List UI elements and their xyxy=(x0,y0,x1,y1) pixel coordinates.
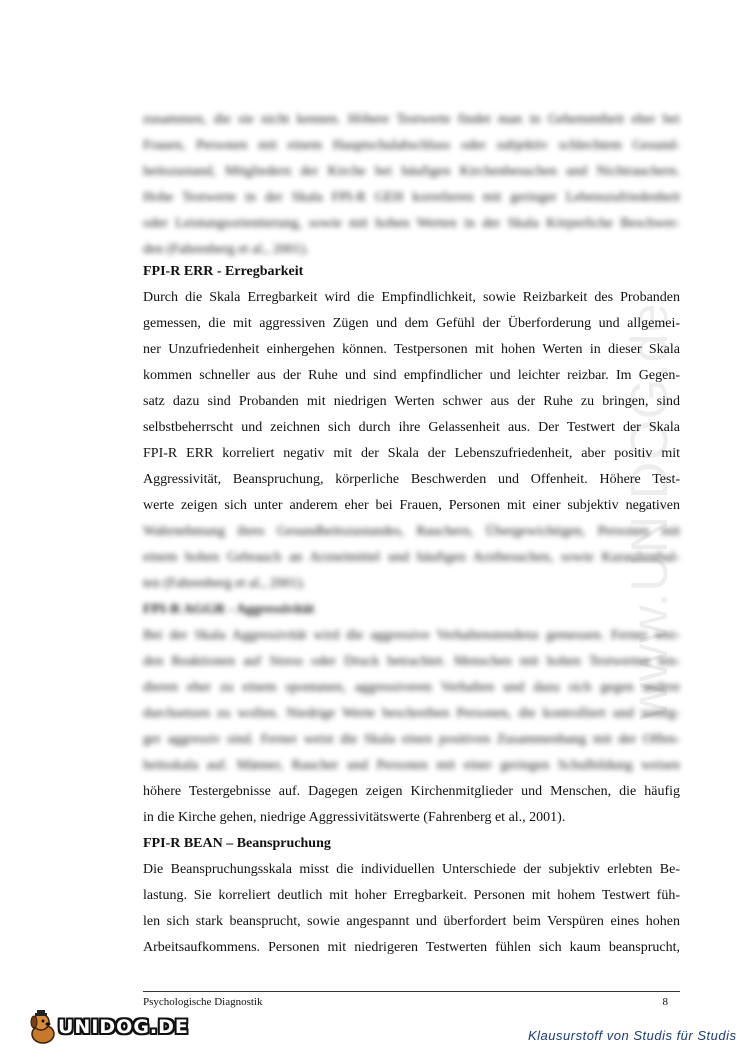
blurred-paragraph-err xyxy=(143,519,680,597)
text-line: lastung. Sie korreliert deutlich mit hoher Erregbarkeit. Personen mit hohem Testwert füh- xyxy=(143,888,680,903)
text-line: höhere Testergebnisse auf. Dagegen zeigen Kirchenmitglieder und Menschen, die häufig xyxy=(143,784,680,799)
text-line: Hohe Testwerte in der Skala FPI-R GEH korrelieren mit geringer Lebenszufriedenheit xyxy=(143,190,680,205)
text-line: FPI-R ERR korreliert negativ mit der Skala der Lebenszufriedenheit, aber positiv mit xyxy=(143,446,680,461)
text-line: den Reaktionen auf Stress oder Druck betrachtet. Menschen mit hohen Testwerten ten- xyxy=(143,654,680,669)
section-heading: FPI-R AGGR - Aggressivität xyxy=(143,602,315,617)
text-line: dieren eher zu einem spontanen, aggressiveren Verhalten und dazu sich gegen andere xyxy=(143,680,680,695)
slogan: Klausurstoff von Studis für Studis xyxy=(528,1028,737,1043)
dog-mascot-icon xyxy=(26,1010,60,1046)
section-beanspruchung xyxy=(143,831,680,961)
text-line: gemessen, die mit aggressiven Zügen und dem Gefühl der Überforderung und allgemei- xyxy=(143,316,680,331)
text-line: einem hohen Gebrauch an Arzneimittel und häufigen Arztbesuchen, sowie Kuraufenthal- xyxy=(143,550,680,565)
text-line: werte zeigen sich unter anderem eher bei Frauen, Personen mit einer subjektiv negativen xyxy=(143,498,680,513)
text-line: Arbeitsaufkommens. Personen mit niedrigeren Testwerten fühlen sich kaum beansprucht, xyxy=(143,940,680,955)
text-line: len sich stark beansprucht, sowie angespannt und überfordert beim Verspüren eines hohen xyxy=(143,914,680,929)
section-heading: FPI-R BEAN – Beanspruchung xyxy=(143,836,331,851)
text-line: satz dazu sind Probanden mit niedrigen Werten schwer aus der Ruhe zu bringen, sind xyxy=(143,394,680,409)
text-line: selbstbeherrscht und zeichnen sich durch ihre Gelassenheit aus. Der Testwert der Skala xyxy=(143,420,680,435)
site-watermark: www.UNIDOG.de xyxy=(621,302,679,720)
section-aggressivitaet-blurred xyxy=(143,597,680,779)
text-line: Frauen, Personen mit einem Hauptschulabschluss oder subjektiv schlechtem Gesund- xyxy=(143,138,680,153)
logo-wordmark: UNIDOG.DE xyxy=(58,1016,189,1038)
text-line: Bei der Skala Aggressivität wird die aggressive Verhaltenstendenz gemessen. Ferner wer- xyxy=(143,628,680,643)
text-line: kommen schneller aus der Ruhe und sind empfindlicher und leichter reizbar. Im Gegen- xyxy=(143,368,680,383)
text-line: Aggressivität, Beanspruchung, körperliche Beschwerden und Offenheit. Höhere Test- xyxy=(143,472,680,487)
text-line: den (Fahrenberg et al., 2001). xyxy=(143,242,309,257)
blurred-paragraph-top xyxy=(143,107,680,263)
text-line: ger aggressiv sind. Ferner weist die Skala einen positiven Zusammenhang mit der Offen- xyxy=(143,732,680,747)
text-line: Durch die Skala Erregbarkeit wird die Empfindlichkeit, sowie Reizbarkeit des Probanden xyxy=(143,290,680,305)
text-line: oder Leistungsorientierung, sowie mit hohen Werten in der Skala Körperliche Beschwer- xyxy=(143,216,680,231)
text-line: ten (Fahrenberg et al., 2001). xyxy=(143,576,306,591)
section-heading: FPI-R ERR - Erregbarkeit xyxy=(143,264,304,279)
text-line: durchsetzen zu wollen. Niedrige Werte beschreiben Personen, die kontrolliert und wenig- xyxy=(143,706,680,721)
section-aggressivitaet-visible xyxy=(143,779,680,831)
footer-divider xyxy=(143,991,680,992)
text-line: heitszustand, Mitgliedern der Kirche bei häufigen Kirchenbesuchen und Nichtrauchern. xyxy=(143,164,680,179)
unidog-logo[interactable] xyxy=(26,1010,189,1046)
text-line: Die Beanspruchungsskala misst die individuellen Unterschiede der subjektiv erlebten Be- xyxy=(143,862,680,877)
text-line: heitsskala auf. Männer, Raucher und Personen mit einer geringen Schulbildung weisen xyxy=(143,758,680,773)
page-number: 8 xyxy=(662,996,668,1008)
section-erregbarkeit xyxy=(143,259,680,519)
text-line: Wahrnehmung ihres Gesundheitszustandes, Rauchern, Übergewichtigen, Personen mit xyxy=(143,524,680,539)
text-line: in die Kirche gehen, niedrige Aggressivitätswerte (Fahrenberg et al., 2001). xyxy=(143,810,566,825)
footer-course-title: Psychologische Diagnostik xyxy=(143,996,263,1008)
text-line: ner Unzufriedenheit einhergehen können. Testpersonen mit hohen Werten in dieser Skala xyxy=(143,342,680,357)
text-line: zusammen, die sie nicht kennen. Höhere Testwerte findet man in Gehemmtheit eher bei xyxy=(143,112,680,127)
